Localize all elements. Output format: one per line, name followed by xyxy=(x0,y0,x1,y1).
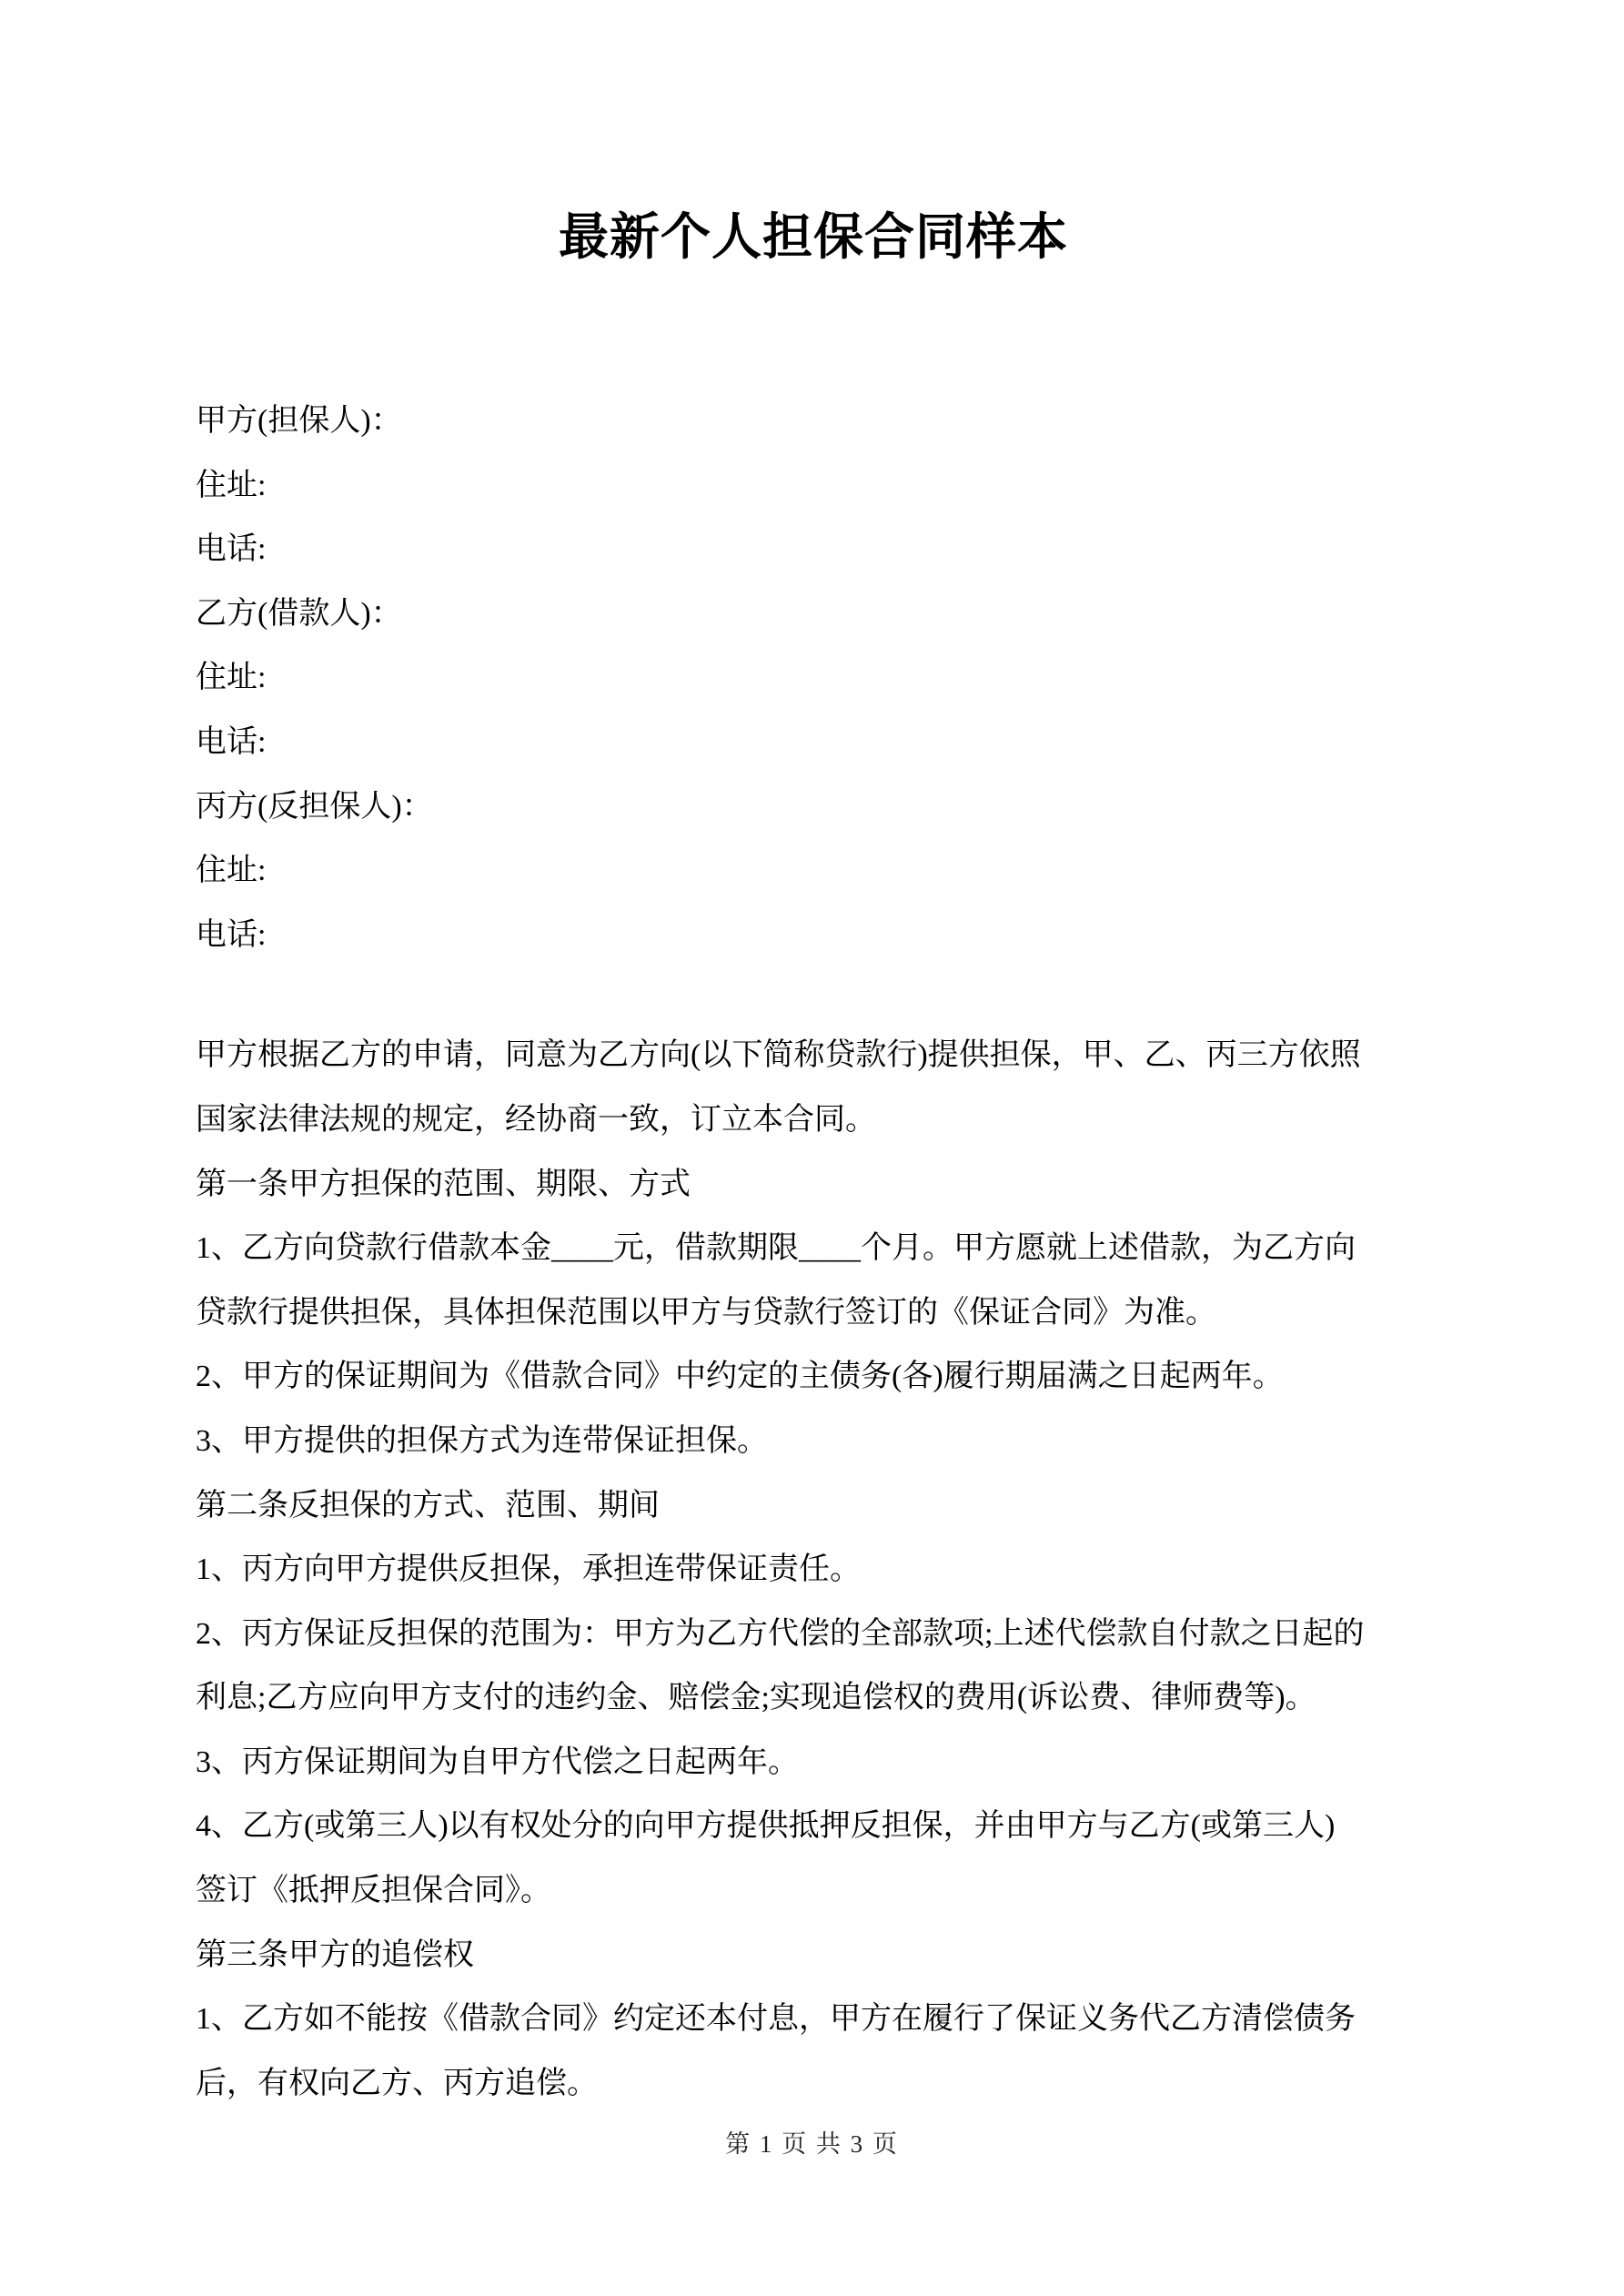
contract-body-line: 甲方根据乙方的申请，同意为乙方向(以下简称贷款行)提供担保，甲、乙、丙三方依照 xyxy=(196,1038,1361,1073)
party-info-line: 丙方(反担保人)： xyxy=(196,789,433,824)
party-info-line: 住址: xyxy=(196,661,267,695)
contract-body-line: 第一条甲方担保的范围、期限、方式 xyxy=(196,1167,691,1201)
contract-body-line: 后，有权向乙方、丙方追偿。 xyxy=(196,2066,598,2100)
contract-body-line: 4、乙方(或第三人)以有权处分的向甲方提供抵押反担保，并由甲方与乙方(或第三人) xyxy=(196,1809,1336,1844)
contract-body-line: 2、丙方保证反担保的范围为：甲方为乙方代偿的全部款项;上述代偿款自付款之日起的 xyxy=(196,1616,1365,1651)
contract-body-line: 1、乙方向贷款行借款本金____元，借款期限____个月。甲方愿就上述借款，为乙方向 xyxy=(196,1231,1356,1266)
page-title: 最新个人担保合同样本 xyxy=(558,209,1068,265)
contract-body-line: 第三条甲方的追偿权 xyxy=(196,1937,474,1972)
party-info-line: 乙方(借款人)： xyxy=(196,596,402,631)
contract-body-line: 3、甲方提供的担保方式为连带保证担保。 xyxy=(196,1423,768,1458)
contract-body-line: 贷款行提供担保，具体担保范围以甲方与贷款行签订的《保证合同》为准。 xyxy=(196,1295,1216,1330)
contract-body-line: 1、丙方向甲方提供反担保，承担连带保证责任。 xyxy=(196,1553,861,1587)
party-info-line: 电话: xyxy=(196,532,267,567)
contract-body-section xyxy=(196,1024,1431,2116)
contract-body-line: 2、甲方的保证期间为《借款合同》中约定的主债务(各)履行期届满之日起两年。 xyxy=(196,1360,1284,1394)
page-footer: 第 1 页 共 3 页 xyxy=(725,2130,899,2158)
party-info-line: 电话: xyxy=(196,917,267,952)
contract-body-line: 利息;乙方应向甲方支付的违约金、赔偿金;实现追偿权的费用(诉讼费、律师费等)。 xyxy=(196,1681,1316,1715)
party-info-line: 甲方(担保人)： xyxy=(196,404,402,438)
contract-body-line: 签订《抵押反担保合同》。 xyxy=(196,1874,551,1908)
party-info-line: 住址: xyxy=(196,468,267,502)
party-info-line: 电话: xyxy=(196,724,267,759)
contract-body-line: 3、丙方保证期间为自甲方代偿之日起两年。 xyxy=(196,1745,799,1779)
contract-body-line: 1、乙方如不能按《借款合同》约定还本付息，甲方在履行了保证义务代乙方清偿债务 xyxy=(196,2002,1356,2037)
contract-body-line: 国家法律法规的规定，经协商一致，订立本合同。 xyxy=(196,1102,876,1137)
party-info-line: 住址: xyxy=(196,854,267,888)
contract-body-line: 第二条反担保的方式、范围、期间 xyxy=(196,1488,660,1522)
party-info-section xyxy=(196,389,1431,967)
